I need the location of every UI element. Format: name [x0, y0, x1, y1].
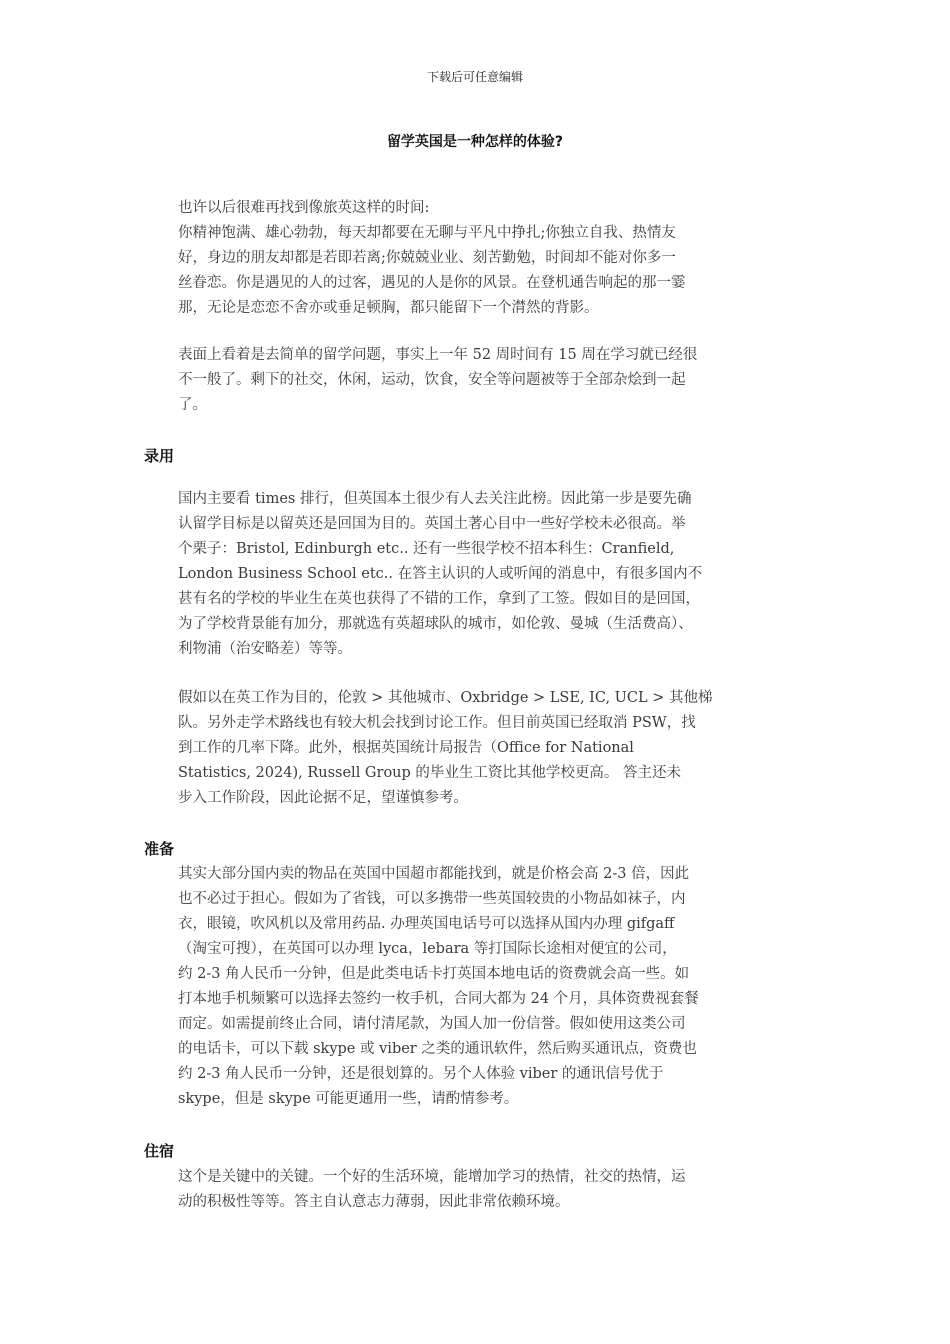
text-line: 那，无论是恋恋不舍亦或垂足顿胸，都只能留下一个潸然的背影。 — [178, 300, 599, 316]
text-line: （淘宝可搜），在英国可以办理 lyca，lebara 等打国际长途相对便宜的公司， — [178, 941, 677, 957]
text-line: 到工作的几率下降。此外，根据英国统计局报告（Office for National — [178, 740, 634, 756]
text-line: 约 2-3 角人民币一分钟，但是此类电话卡打英国本地电话的资费就会高一些。如 — [178, 966, 690, 982]
preparation-paragraph-1 — [178, 862, 774, 1112]
text-line: 表面上看着是去简单的留学问题，事实上一年 52 周时间有 15 周在学习就已经很 — [178, 347, 698, 363]
text-line: skype，但是 skype 可能更通用一些，请酌情参考。 — [178, 1091, 519, 1107]
text-line: 队。另外走学术路线也有较大机会找到讨论工作。但目前英国已经取消 PSW，找 — [178, 715, 696, 731]
text-line: 好，身边的朋友却都是若即若离;你兢兢业业、刻苦勤勉，时间却不能对你多一 — [178, 250, 676, 266]
employment-paragraph-1 — [178, 487, 774, 662]
text-line: 甚有名的学校的毕业生在英也获得了不错的工作，拿到了工签。假如目的是回国， — [178, 591, 700, 607]
text-line: 动的积极性等等。答主自认意志力薄弱，因此非常依赖环境。 — [178, 1194, 570, 1210]
text-line: 丝眷恋。你是遇见的人的过客，遇见的人是你的风景。在登机通告响起的那一霎 — [178, 275, 686, 291]
text-line: 为了学校背景能有加分，那就选有英超球队的城市，如伦敦、曼城（生活费高）、 — [178, 616, 693, 632]
section-heading-preparation: 准备 — [144, 840, 175, 858]
text-line: 打本地手机频繁可以选择去签约一枚手机，合同大都为 24 个月，具体资费视套餐 — [178, 991, 699, 1007]
text-line: 也不必过于担心。假如为了省钱，可以多携带一些英国较贵的小物品如袜子，内 — [178, 891, 686, 907]
text-line: 国内主要看 times 排行，但英国本土很少有人去关注此榜。因此第一步是要先确 — [178, 491, 692, 507]
housing-paragraph-1 — [178, 1165, 774, 1215]
text-line: 不一般了。剩下的社交，休闲，运动，饮食，安全等问题被等于全部杂烩到一起 — [178, 372, 686, 388]
text-line: 了。 — [178, 397, 207, 413]
text-line: 的电话卡，可以下载 skype 或 viber 之类的通讯软件，然后购买通讯点，资费也 — [178, 1041, 697, 1057]
text-line: 而定。如需提前终止合同，请付清尾款，为国人加一份信誉。假如使用这类公司 — [178, 1016, 686, 1032]
text-line: 个栗子：Bristol, Edinburgh etc.. 还有一些很学校不招本科生：Cranfield, — [178, 541, 675, 557]
section-heading-employment: 录用 — [144, 447, 175, 465]
section-heading-housing: 住宿 — [144, 1142, 175, 1160]
header-note: 下载后可任意编辑 — [426, 70, 523, 84]
text-line: London Business School etc.. 在答主认识的人或听闻的消息中，有很多国内不 — [178, 566, 703, 582]
text-line: Statistics, 2024), Russell Group 的毕业生工资比其他学校更高。 答主还未 — [178, 765, 682, 781]
text-line: 利物浦（治安略差）等等。 — [178, 641, 352, 657]
text-line: 也许以后很难再找到像旅英这样的时间: — [178, 200, 430, 216]
text-line: 步入工作阶段，因此论据不足，望谨慎参考。 — [178, 790, 468, 806]
intro-paragraph-2 — [178, 343, 774, 418]
text-line: 这个是关键中的关键。一个好的生活环境，能增加学习的热情，社交的热情，运 — [178, 1169, 686, 1185]
text-line: 你精神饱满、雄心勃勃，每天却都要在无聊与平凡中挣扎;你独立自我、热情友 — [178, 225, 676, 241]
intro-paragraph-1 — [178, 196, 774, 321]
document-title: 留学英国是一种怎样的体验? — [386, 134, 564, 150]
text-line: 认留学目标是以留英还是回国为目的。英国土著心目中一些好学校未必很高。举 — [178, 516, 686, 532]
text-line: 衣，眼镜，吹风机以及常用药品. 办理英国电话号可以选择从国内办理 gifgaff — [178, 916, 675, 932]
text-line: 假如以在英工作为目的，伦敦 > 其他城市、Oxbridge > LSE, IC, UCL > 其他梯 — [178, 690, 713, 706]
text-line: 其实大部分国内卖的物品在英国中国超市都能找到，就是价格会高 2-3 倍，因此 — [178, 866, 690, 882]
text-line: 约 2-3 角人民币一分钟，还是很划算的。另个人体验 viber 的通讯信号优于 — [178, 1066, 664, 1082]
employment-paragraph-2 — [178, 686, 774, 811]
